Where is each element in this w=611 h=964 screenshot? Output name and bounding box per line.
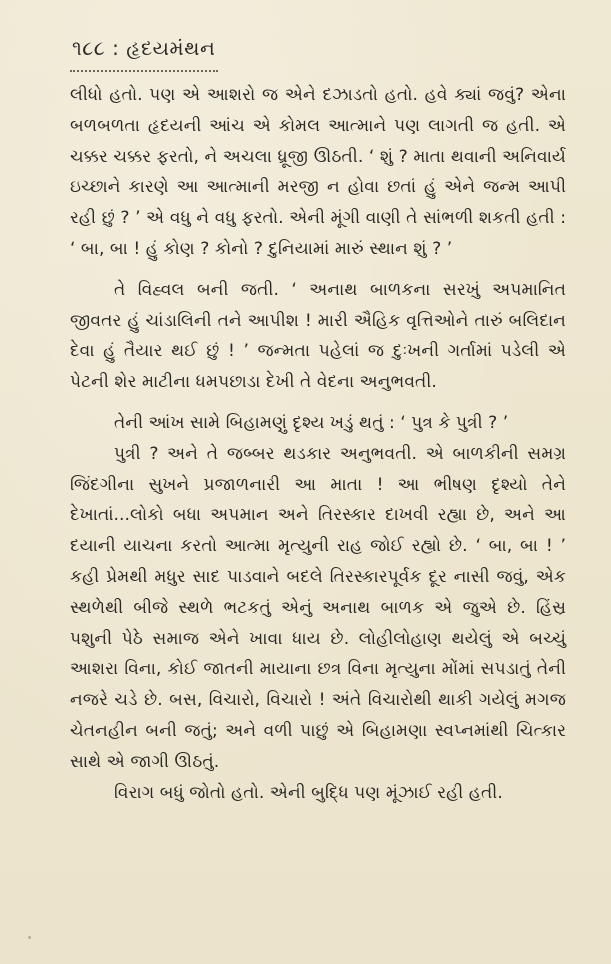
running-head-rule	[70, 66, 218, 72]
paragraph: તેની આંખ સામે બિહામણું દૃશ્ય ખડું થતું : ‘ પુત્ર કે પુત્રી ? ’	[114, 412, 509, 433]
paragraph: પુત્રી ? અને તે જબ્બર થડકાર અનુભવતી. એ બાળકીની સમગ્ર જિંદગીના સુખને પ્રજાળનારી આ માતા ! આ ભીષણ દૃશ્યો તેને દેખાતાં...લોકો બધા અપમાન અને તિરસ્કાર દાખવી રહ્યા છે, અને આ દયાની યાચના કરતો આત્મા મૃત્યુની રાહ જોઈ રહ્યો છે. ‘ બા, બા ! ’ કહી પ્રેમથી મધુર સાદ પાડવાને બદલે તિરસ્કારપૂર્વક દૂર નાસી જવું, એક સ્થળેથી બીજે સ્થળે ભટકતું એનું અનાથ બાળક એ જુએ છે. હિંસ્ર પશુની પેઠે સમાજ એને ખાવા ધાય છે. લોહીલોહાણ થયેલું એ બચ્ચું આશરા વિના, કોઈ જાતની માયાના છત્ર વિના મૃત્યુના મોંમાં સપડાતું તેની નજરે ચડે છે. બસ, વિચારો, વિચારો ! અંતે વિચારોથી થાકી ગયેલું મગજ ચેતનહીન બની જતું; અને વળી પાછું એ બિહામણા સ્વપ્નમાંથી ચિત્કાર સાથે એ જાગી ઊઠતું.	[70, 443, 566, 772]
running-head: ૧૮૮ : હૃદયમંથન	[72, 36, 216, 60]
paper-speck	[28, 936, 31, 939]
paragraph: લીધો હતો. પણ એ આશરો જ એને દઝાડતો હતો. હવે ક્યાં જવું? એના બળબળતા હૃદયની આંચ એ કોમલ આત્માને પણ લાગતી જ હતી. એ ચક્કર ચક્કર ફરતો, ને અચલા ધ્રૂજી ઊઠતી. ‘ શું ? માતા થવાની અનિવાર્ય ઇચ્છાને કારણે આ આત્માની મરજી ન હોવા છતાં હું એને જન્મ આપી રહી છું ? ’ એ વધુ ને વધુ ફરતો. એની મૂંગી વાણી તે સાંભળી શકતી હતી : ‘ બા, બા ! હું કોણ ? કોનો ? દુનિયામાં મારું સ્થાન શું ? ’	[70, 85, 566, 259]
paragraph: વિરાગ બધું જોતો હતો. એની બુદ્ધિ પણ મૂંઝાઈ રહી હતી.	[114, 782, 503, 803]
paragraph: તે વિહ્વલ બની જતી. ‘ અનાથ બાળકના સરખું અપમાનિત જીવતર હું ચાંડાલિની તને આપીશ ! મારી ઐહિક વૃત્તિઓને તારું બલિદાન દેવા હું તૈયાર થઈ છું ! ’ જન્મતા પહેલાં જ દુઃખની ગર્તામાં પડેલી એ પેટની શેર માટીના ધમપછાડા દેખી તે વેદના અનુભવતી.	[70, 279, 566, 393]
body-text	[70, 80, 566, 808]
